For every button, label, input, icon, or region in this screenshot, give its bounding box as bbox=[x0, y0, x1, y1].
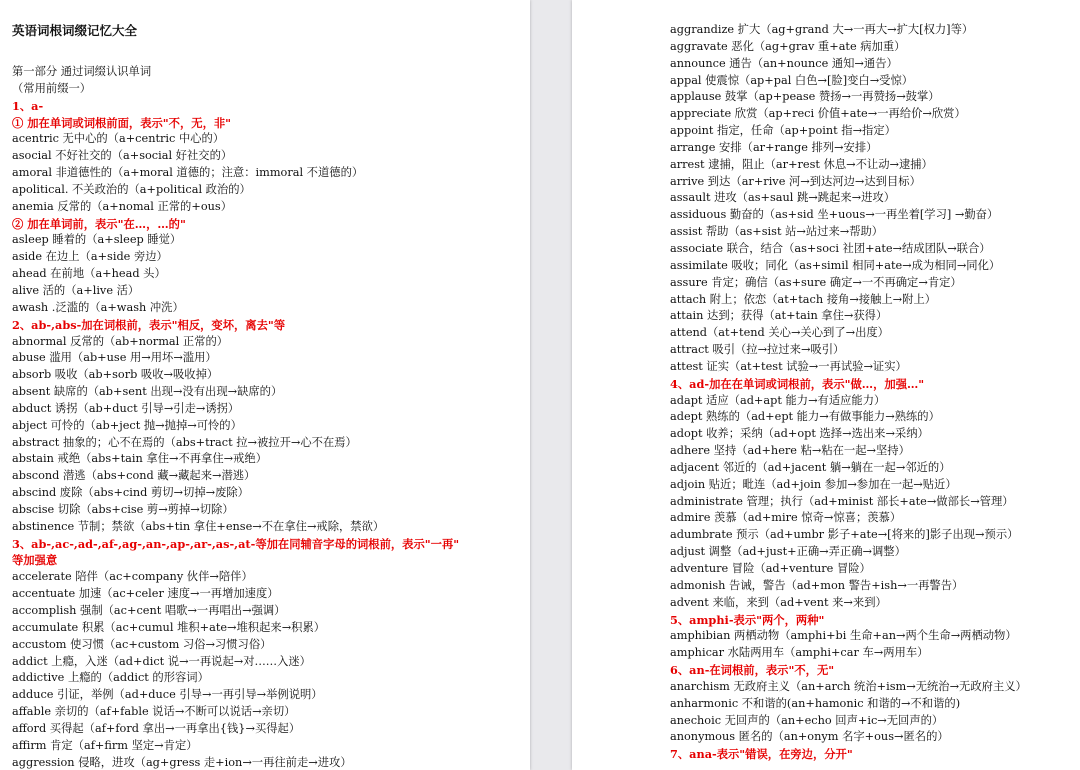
word-entry: abscise 切除（abs+cise 剪→剪掉→切除） bbox=[12, 502, 234, 516]
word-entry: appreciate 欣赏（ap+reci 价值+ate→一再给价→欣赏） bbox=[670, 107, 966, 121]
word-entry: aggression 侵略，进攻（ag+gress 走+ion→一再往前走→进攻） bbox=[12, 755, 352, 769]
word-entry: abstinence 节制；禁欲（abs+tin 拿住+ense→不在拿住→戒除，禁欲） bbox=[12, 519, 385, 533]
word-entry: advent 来临，来到（ad+vent 来→来到） bbox=[670, 595, 887, 609]
spacer bbox=[12, 44, 526, 64]
word-entry: attain 达到；获得（at+tain 拿住→获得） bbox=[670, 309, 888, 323]
word-entry: affable 亲切的（af+fable 说话→不断可以说话→亲切） bbox=[12, 705, 296, 719]
word-entry: adventure 冒险（ad+venture 冒险） bbox=[670, 562, 871, 575]
word-entry: abduct 诱拐（ab+duct 引导→引走→诱拐） bbox=[12, 401, 240, 415]
word-entry: attend（at+tend 关心→关心到了→出度） bbox=[670, 326, 889, 340]
word-entry: anemia 反常的（a+nomal 正常的+ous） bbox=[12, 199, 232, 213]
section-heading: 等加强意 bbox=[12, 553, 58, 568]
word-entry: appoint 指定，任命（ap+point 指→指定） bbox=[670, 124, 896, 138]
word-entry: absorb 吸收（ab+sorb 吸收→吸收掉） bbox=[12, 368, 219, 382]
word-entry: afford 买得起（af+ford 拿出→一再拿出{钱}→买得起） bbox=[12, 721, 301, 735]
section-heading: ② 加在单词前，表示"在…，…的" bbox=[12, 216, 186, 231]
word-entry: 第一部分 通过词缀认识单词 bbox=[12, 65, 152, 78]
word-entry: abstain 戒绝（abs+tain 拿住→不再拿住→戒绝） bbox=[12, 452, 267, 466]
word-entry: abnormal 反常的（ab+normal 正常的） bbox=[12, 334, 229, 348]
word-entry: assure 肯定；确信（as+sure 确定→一不再确定→肯定） bbox=[670, 275, 962, 289]
word-entry: aggrandize 扩大（ag+grand 大→一再大→扩大[权力]等） bbox=[670, 23, 974, 36]
word-entry: amphicar 水陆两用车（amphi+car 车→两用车） bbox=[670, 646, 929, 660]
word-entry: anechoic 无回声的（an+echo 回声+ic→无回声的） bbox=[670, 713, 944, 727]
word-entry: attest 证实（at+test 试验→一再试验→证实） bbox=[670, 359, 907, 373]
word-entry: administrate 管理；执行（ad+minist 部长+ate→做部长→管理） bbox=[670, 494, 1014, 508]
word-entry: assault 进攻（as+saul 跳→跳起来→进攻） bbox=[670, 191, 895, 205]
word-entry: assimilate 吸收；同化（as+simil 相同+ate→成为相同→同化） bbox=[670, 258, 1001, 272]
word-entry: adumbrate 预示（ad+umbr 影子+ate→[将来的]影子出现→预示） bbox=[670, 528, 1019, 542]
word-entry: addict 上瘾，入迷（ad+dict 说→一再说起→对……入迷） bbox=[12, 654, 311, 668]
word-entry: abject 可怜的（ab+ject 抛→抛掉→可怜的） bbox=[12, 418, 242, 432]
word-entry: ahead 在前地（a+head 头） bbox=[12, 267, 166, 281]
word-entry: abscind 废除（abs+cind 剪切→切掉→废除） bbox=[12, 486, 249, 500]
section-heading: 7、ana-表示"错误，在旁边，分开" bbox=[670, 747, 853, 762]
word-entry: affirm 肯定（af+firm 坚定→肯定） bbox=[12, 738, 198, 752]
section-heading: 4、ad-加在在单词或词根前，表示"做…，加强…" bbox=[670, 376, 925, 391]
word-entry: adept 熟练的（ad+ept 能力→有做事能力→熟练的） bbox=[670, 410, 940, 424]
page-text-column bbox=[12, 18, 526, 770]
word-entry: attract 吸引（拉→拉过来→吸引） bbox=[670, 343, 845, 357]
word-entry: adapt 适应（ad+apt 能力→有适应能力） bbox=[670, 393, 886, 407]
word-entry: amphibian 两栖动物（amphi+bi 生命+an→两个生命→两栖动物） bbox=[670, 629, 1017, 643]
word-entry: anarchism 无政府主义（an+arch 统治+ism→无统治→无政府主义） bbox=[670, 679, 1027, 693]
word-entry: applause 鼓掌（ap+pease 赞扬→一再赞扬→鼓掌） bbox=[670, 90, 940, 104]
word-entry: abscond 潜逃（abs+cond 藏→藏起来→潜逃） bbox=[12, 469, 256, 483]
word-entry: amoral 非道德性的（a+moral 道德的；注意：immoral 不道德的） bbox=[12, 166, 364, 180]
word-entry: acentric 无中心的（a+centric 中心的） bbox=[12, 132, 225, 146]
word-entry: aside 在边上（a+side 旁边） bbox=[12, 250, 168, 264]
word-entry: accumulate 积累（ac+cumul 堆积+ate→堆积起来→积累） bbox=[12, 620, 326, 634]
word-entry: abstract 抽象的；心不在焉的（abs+tract 拉→被拉开→心不在焉） bbox=[12, 435, 357, 449]
word-entry: asleep 睡着的（a+sleep 睡觉） bbox=[12, 233, 182, 247]
word-entry: announce 通告（an+nounce 通知→通告） bbox=[670, 56, 898, 70]
word-entry: adduce 引证，举例（ad+duce 引导→一再引导→举例说明） bbox=[12, 688, 323, 702]
word-entry: apolitical. 不关政治的（a+political 政治的） bbox=[12, 182, 251, 196]
section-heading: 3、ab-,ac-,ad-,af-,ag-,an-,ap-,ar-,as-,at-等加在同辅音字母的词根前，表示"一再" bbox=[12, 536, 460, 551]
word-entry: （常用前缀一） bbox=[12, 81, 92, 95]
word-entry: asocial 不好社交的（a+social 好社交的） bbox=[12, 149, 233, 163]
document-title: 英语词根词缀记忆大全 bbox=[12, 23, 138, 38]
word-entry: accentuate 加速（ac+celer 速度→一再增加速度） bbox=[12, 587, 279, 601]
section-heading: 2、ab-,abs-加在词根前，表示"相反，变坏，离去"等 bbox=[12, 317, 286, 332]
section-heading: 5、amphi-表示"两个，两种" bbox=[670, 612, 825, 627]
word-entry: adhere 坚持（ad+here 粘→粘在一起→坚持） bbox=[670, 444, 910, 458]
word-entry: admire 羡慕（ad+mire 惊奇→惊喜；羡慕） bbox=[670, 511, 902, 525]
word-entry: awash .泛滥的（a+wash 冲洗） bbox=[12, 300, 184, 314]
word-entry: associate 联合，结合（as+soci 社团+ate→结成团队→联合） bbox=[670, 241, 991, 255]
word-entry: addictive 上瘾的（addict 的形容词） bbox=[12, 671, 209, 685]
word-entry: assist 帮助（as+sist 站→站过来→帮助） bbox=[670, 225, 884, 239]
word-entry: arrive 到达（ar+rive 河→到达河边→达到目标） bbox=[670, 174, 921, 188]
word-entry: accomplish 强制（ac+cent 唱歌→一再唱出→强调） bbox=[12, 604, 286, 617]
word-entry: admonish 告诫，警告（ad+mon 警告+ish→一再警告） bbox=[670, 578, 964, 592]
word-entry: adopt 收养；采纳（ad+opt 选择→选出来→采纳） bbox=[670, 427, 929, 441]
word-entry: assiduous 勤奋的（as+sid 坐+uous→一再坐着[学习] →勤奋） bbox=[670, 208, 999, 222]
word-entry: arrest 逮捕，阻止（ar+rest 休息→不让动→逮捕） bbox=[670, 157, 933, 171]
word-entry: arrange 安排（ar+range 排列→安排） bbox=[670, 140, 878, 154]
word-entry: alive 活的（a+live 活） bbox=[12, 283, 140, 297]
word-entry: absent 缺席的（ab+sent 出现→没有出现→缺席的） bbox=[12, 385, 283, 399]
section-heading: 6、an-在词根前，表示"不，无" bbox=[670, 663, 835, 678]
section-heading: 1、a- bbox=[12, 98, 44, 113]
word-entry: attach 附上；依恋（at+tach 接角→接触上→附上） bbox=[670, 292, 937, 306]
word-entry: adjoin 贴近；毗连（ad+join 参加→参加在一起→贴近） bbox=[670, 477, 957, 491]
document-page-left bbox=[0, 0, 530, 770]
word-entry: adjacent 邻近的（ad+jacent 躺→躺在一起→邻近的） bbox=[670, 460, 951, 474]
document-page-right bbox=[572, 0, 1080, 770]
word-entry: anharmonic 不和谐的(an+hamonic 和谐的→不和谐的) bbox=[670, 696, 961, 710]
word-entry: anonymous 匿名的（an+onym 名字+ous→匿名的） bbox=[670, 730, 949, 744]
section-heading: ① 加在单词或词根前面，表示"不，无，非" bbox=[12, 115, 232, 130]
word-entry: abuse 滥用（ab+use 用→用坏→滥用） bbox=[12, 351, 217, 365]
word-entry: appal 使震惊（ap+pal 白色→[脸]变白→受惊） bbox=[670, 73, 914, 87]
word-entry: accelerate 陪伴（ac+company 伙伴→陪伴） bbox=[12, 570, 253, 584]
word-entry: accustom 使习惯（ac+custom 习俗→习惯习俗） bbox=[12, 637, 272, 651]
word-entry: adjust 调整（ad+just+正确→弄正确→调整） bbox=[670, 545, 906, 559]
word-entry: aggravate 恶化（ag+grav 重+ate 病加重） bbox=[670, 39, 906, 53]
page-text-column bbox=[670, 22, 1076, 763]
